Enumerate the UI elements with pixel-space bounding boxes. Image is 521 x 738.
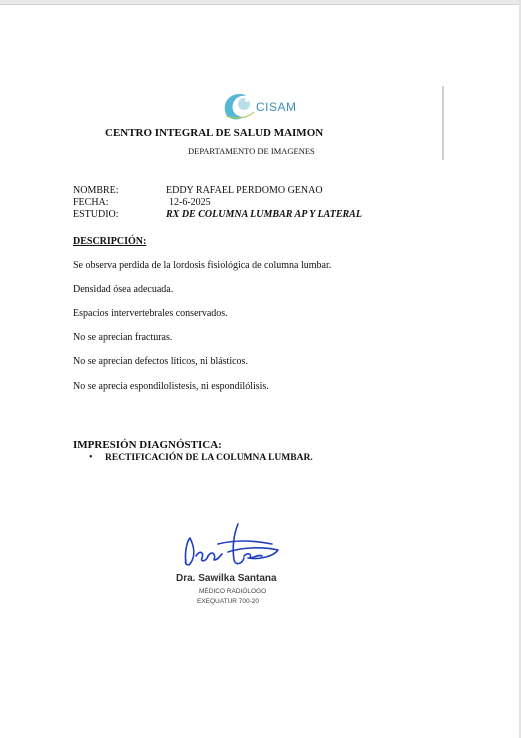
header-divider — [442, 86, 444, 160]
viewer-top-bar — [0, 0, 521, 5]
study-label: ESTUDIO: — [73, 209, 119, 220]
date-value: 12-6-2025 — [169, 197, 211, 208]
signature-icon — [178, 520, 288, 570]
name-value: EDDY RAFAEL PERDOMO GENAO — [166, 185, 323, 196]
description-title: DESCRIPCIÓN: — [73, 236, 147, 247]
impression-title: IMPRESIÓN DIAGNÓSTICA: — [73, 439, 222, 451]
signer-role: MÉDICO RADIÓLOGO — [199, 588, 267, 595]
finding-item: No se aprecian defectos líticos, ni blásticos. — [73, 356, 248, 367]
study-value: RX DE COLUMNA LUMBAR AP Y LATERAL — [166, 209, 362, 220]
finding-item: No se aprecia espondilolistesis, ni espondilólisis. — [73, 381, 269, 392]
finding-item: Espacios intervertebrales conservados. — [73, 308, 228, 319]
finding-item: Densidad ósea adecuada. — [73, 284, 174, 295]
organization-name: CENTRO INTEGRAL DE SALUD MAIMON — [105, 127, 324, 139]
signer-registration: EXEQUATUR 700-20 — [197, 598, 260, 605]
bullet-icon: • — [89, 452, 93, 463]
finding-item: No se aprecian fracturas. — [73, 332, 173, 343]
department-name: DEPARTAMENTO DE IMAGENES — [188, 146, 315, 156]
logo-text: CISAM — [256, 100, 297, 114]
signer-name: Dra. Sawilka Santana — [176, 573, 277, 584]
date-label: FECHA: — [73, 197, 109, 208]
finding-item: Se observa perdida de la lordosis fisiológica de columna lumbar. — [73, 260, 332, 271]
name-label: NOMBRE: — [73, 185, 119, 196]
impression-item: RECTIFICACIÓN DE LA COLUMNA LUMBAR. — [105, 453, 313, 463]
